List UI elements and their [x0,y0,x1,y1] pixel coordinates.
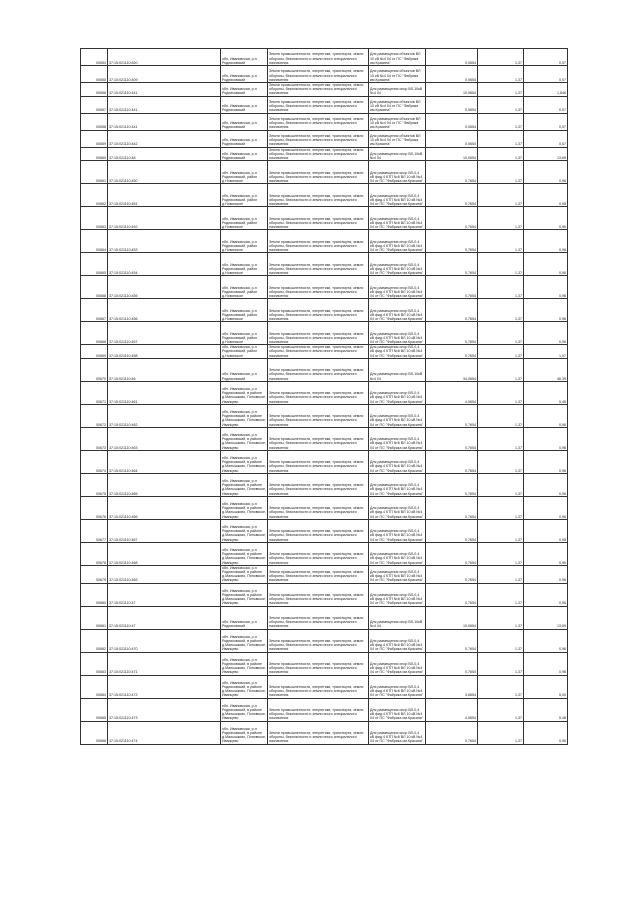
price-cell: 1,37 [478,130,524,147]
area-cell: 0,7654 [426,450,478,473]
table-row [81,230,568,253]
cadastral-number-cell: 37:15:021110:456 [108,299,221,322]
purpose-cell: Для размещения объектов ВЛ 10 кВ №4 04 от ПС "Фабрика им.Красина" [369,96,426,113]
cadastral-number-cell: 37:15:021110:472 [108,675,221,698]
area-cell: 0,7654 [426,230,478,253]
sum-cell: 5,00 [524,675,568,698]
price-cell: 1,37 [478,322,524,345]
land-category-cell: Земли промышленности, энергетики, транспорта, земли обороны, безопасности и земли иного специального назначения [268,113,369,130]
address-cell: обл. Ивановская, р-н Родниковский, в районе д.Малышково, Поповское, Иванцево [221,381,268,404]
address-cell: обл. Ивановская, р-н Родниковский, в районе д.Малышково, Поповское, Иванцево [221,675,268,698]
area-cell: 4,0654 [426,698,478,721]
price-cell: 1,37 [478,565,524,583]
table-row [81,427,568,450]
row-number-cell: 00666 [81,276,108,299]
land-category-cell: Земли промышленности, энергетики, транспорта, земли обороны, безопасности и земли иного специального назначения [268,404,369,427]
land-category-cell: Земли промышленности, энергетики, транспорта, земли обороны, безопасности и земли иного специального назначения [268,299,369,322]
sum-cell: 5,48 [524,698,568,721]
land-category-cell: Земли промышленности, энергетики, транспорта, земли обороны, безопасности и земли иного специального назначения [268,698,369,721]
land-category-cell: Земли промышленности, энергетики, транспорта, земли обороны, безопасности и земли иного специального назначения [268,519,369,542]
row-number-cell: 00677 [81,519,108,542]
land-category-cell: Земли промышленности, энергетики, транспорта, земли обороны, безопасности и земли иного специального назначения [268,147,369,161]
address-cell: обл. Ивановская, р-н Родниковский, район д.Новинское [221,207,268,230]
cadastral-number-cell: 37:15:021110:458 [108,345,221,359]
row-number-cell: 00665 [81,253,108,276]
address-cell: обл. Ивановская, р-н Родниковский, в районе д.Малышково, Поповское, Иванцево [221,698,268,721]
sum-cell: 0,96 [524,721,568,744]
area-cell: 0,7654 [426,207,478,230]
cadastral-number-cell: 37:15:021110:473 [108,698,221,721]
address-cell: обл. Ивановская, р-н Родниковский, в районе д.Малышково, Поповское, Иванцево [221,542,268,565]
price-cell: 1,37 [478,427,524,450]
sum-cell: 0,96 [524,184,568,207]
area-cell: 0,7654 [426,276,478,299]
address-cell: обл. Ивановская, р-н Родниковский, в районе д.Малышково, Поповское, Иванцево [221,583,268,606]
purpose-cell: Для размещения опор ВЛ-10кВ №4 04 [369,83,426,97]
address-cell: обл. Ивановская, р-н Родниковский [221,96,268,113]
price-cell: 1,37 [478,629,524,652]
address-cell: обл. Ивановская, р-н Родниковский, в районе д.Малышково, Поповское, Иванцево [221,404,268,427]
land-category-cell: Земли промышленности, энергетики, транспорта, земли обороны, безопасности и земли иного специального назначения [268,49,369,66]
table-row [81,66,568,83]
address-cell: обл. Ивановская, р-н Родниковский, район д.Новинское [221,276,268,299]
cadastral-number-cell: 37:15:021110:47 [108,606,221,629]
area-cell: 0,7654 [426,496,478,519]
area-cell: 0,7654 [426,473,478,496]
area-cell: 0,7654 [426,583,478,606]
price-cell: 1,37 [478,496,524,519]
table-row [81,147,568,161]
area-cell: 0,7654 [426,322,478,345]
row-number-cell: 00679 [81,565,108,583]
cadastral-number-cell: 37:15:021110:46 [108,358,221,381]
price-cell: 1,37 [478,83,524,97]
purpose-cell: Для размещения опор ВЛ-0,4 кВ фид.4 КТП №6 ВЛ 10 кВ №4 04 от ПС "Фабрика им.Красина" [369,184,426,207]
price-cell: 1,37 [478,345,524,359]
area-cell: 0,7654 [426,519,478,542]
row-number-cell: 00657 [81,96,108,113]
row-number-cell: 00668 [81,322,108,345]
table-row [81,698,568,721]
land-category-cell: Земли промышленности, энергетики, транспорта, земли обороны, безопасности и земли иного специального назначения [268,450,369,473]
row-number-cell: 00662 [81,184,108,207]
land-category-cell: Земли промышленности, энергетики, транспорта, земли обороны, безопасности и земли иного специального назначения [268,473,369,496]
address-cell: обл. Ивановская, р-н Родниковский, район д.Новинское [221,322,268,345]
price-cell: 1,37 [478,721,524,744]
cadastral-number-cell: 37:15:021110:441 [108,96,221,113]
cadastral-number-cell: 37:15:021110:48 [108,147,221,161]
price-cell: 1,37 [478,675,524,698]
cadastral-number-cell: 37:15:021110:461 [108,381,221,404]
land-category-cell: Земли промышленности, энергетики, транспорта, земли обороны, безопасности и земли иного специального назначения [268,66,369,83]
address-cell: обл. Ивановская, р-н Родниковский, в районе д.Малышково, Поповское, Иванцево [221,427,268,450]
table-row [81,450,568,473]
cadastral-number-cell: 37:15:021110:454 [108,253,221,276]
price-cell: 1,37 [478,358,524,381]
row-number-cell: 00661 [81,161,108,184]
address-cell: обл. Ивановская, р-н Родниковский [221,130,268,147]
price-cell: 1,37 [478,147,524,161]
area-cell: 0,7654 [426,542,478,565]
address-cell: обл. Ивановская, р-н Родниковский, в районе д.Малышково, Поповское, Иванцево [221,652,268,675]
sum-cell: 0,96 [524,519,568,542]
land-category-cell: Земли промышленности, энергетики, транспорта, земли обороны, безопасности и земли иного специального назначения [268,721,369,744]
sum-cell: 0,96 [524,276,568,299]
cadastral-number-cell: 37:15:021110:453 [108,230,221,253]
row-number-cell: 00659 [81,130,108,147]
table-row [81,253,568,276]
area-cell: 0,7654 [426,184,478,207]
table-row [81,519,568,542]
cadastral-number-cell: 37:15:021110:463 [108,427,221,450]
price-cell: 1,37 [478,49,524,66]
cadastral-number-cell: 37:15:021110:455 [108,276,221,299]
price-cell: 1,37 [478,542,524,565]
sum-cell: 0,96 [524,583,568,606]
purpose-cell: Для размещения объектов ВЛ 10 кВ №4 04 от ПС "Фабрика им.Красина" [369,49,426,66]
table-row [81,542,568,565]
land-category-cell: Земли промышленности, энергетики, транспорта, земли обороны, безопасности и земли иного специального назначения [268,629,369,652]
row-number-cell: 00682 [81,629,108,652]
purpose-cell: Для размещения опор ВЛ-0,4 кВ фид.4 КТП №6 ВЛ 10 кВ №4 04 от ПС "Фабрика им.Красина" [369,381,426,404]
row-number-cell: 00684 [81,675,108,698]
purpose-cell: Для размещения объектов ВЛ 10 кВ №4 04 от ПС "Фабрика им.Красина" [369,130,426,147]
purpose-cell: Для размещения опор ВЛ-0,4 кВ фид.4 КТП №6 ВЛ 10 кВ №4 04 от ПС "Фабрика им.Красина" [369,299,426,322]
table-row [81,381,568,404]
row-number-cell: 00678 [81,542,108,565]
address-cell: обл. Ивановская, р-н Родниковский, в районе д.Малышково, Поповское, Иванцево [221,519,268,542]
row-number-cell: 00656 [81,83,108,97]
area-cell: 0,7654 [426,404,478,427]
purpose-cell: Для размещения опор ВЛ-0,4 кВ фид.4 КТП №6 ВЛ 10 кВ №4 04 от ПС "Фабрика им.Красина" [369,427,426,450]
table-row [81,721,568,744]
price-cell: 1,37 [478,207,524,230]
table-row [81,496,568,519]
price-cell: 1,37 [478,652,524,675]
cadastral-number-cell: 37:15:021110:468 [108,542,221,565]
address-cell: обл. Ивановская, р-н Родниковский [221,606,268,629]
purpose-cell: Для размещения опор ВЛ-0,4 кВ фид.4 КТП №6 ВЛ 10 кВ №4 04 от ПС "Фабрика им.Красина" [369,698,426,721]
table-row [81,161,568,184]
sum-cell: 46,39 [524,358,568,381]
table-row [81,276,568,299]
area-cell: 0,7654 [426,345,478,359]
purpose-cell: Для размещения опор ВЛ-10кВ №4 04 [369,358,426,381]
purpose-cell: Для размещения опор ВЛ-0,4 кВ фид.4 КТП №6 ВЛ 10 кВ №4 04 от ПС "Фабрика им.Красина" [369,629,426,652]
cadastral-number-cell: 37:15:021110:441 [108,83,221,97]
area-cell: 0,0654 [426,113,478,130]
address-cell: обл. Ивановская, р-н Родниковский [221,83,268,97]
price-cell: 1,37 [478,450,524,473]
address-cell: обл. Ивановская, р-н Родниковский, район д.Новинское [221,345,268,359]
address-cell: обл. Ивановская, р-н Родниковский [221,358,268,381]
row-number-cell: 00673 [81,427,108,450]
row-number-cell: 00672 [81,404,108,427]
table-row [81,113,568,130]
sum-cell: 0,07 [524,130,568,147]
land-category-cell: Земли промышленности, энергетики, транспорта, земли обороны, безопасности и земли иного специального назначения [268,161,369,184]
cadastral-number-cell: 37:15:021110:474 [108,721,221,744]
cadastral-number-cell: 37:15:021110:457 [108,322,221,345]
table-row [81,83,568,97]
price-cell: 1,37 [478,276,524,299]
sum-cell: 0,96 [524,565,568,583]
row-number-cell: 00663 [81,207,108,230]
purpose-cell: Для размещения опор ВЛ-0,4 кВ фид.4 КТП №6 ВЛ 10 кВ №4 04 от ПС "Фабрика им.Красина" [369,253,426,276]
purpose-cell: Для размещения опор ВЛ-0,4 кВ фид.4 КТП №6 ВЛ 10 кВ №4 04 от ПС "Фабрика им.Красина" [369,276,426,299]
row-number-cell: 00685 [81,698,108,721]
address-cell: обл. Ивановская, р-н Родниковский, район д.Новинское [221,253,268,276]
address-cell: обл. Ивановская, р-н Родниковский, в районе д.Малышково, Поповское, Иванцево [221,496,268,519]
price-cell: 1,37 [478,473,524,496]
cadastral-number-cell: 37:15:021110:467 [108,519,221,542]
sum-cell: 0,96 [524,473,568,496]
row-number-cell: 00683 [81,652,108,675]
land-category-cell: Земли промышленности, энергетики, транспорта, земли обороны, безопасности и земли иного специального назначения [268,358,369,381]
cadastral-number-cell: 37:15:021110:471 [108,652,221,675]
purpose-cell: Для размещения опор ВЛ-0,4 кВ фид.4 КТП №6 ВЛ 10 кВ №4 04 от ПС "Фабрика им.Красина" [369,583,426,606]
row-number-cell: 00676 [81,496,108,519]
purpose-cell: Для размещения объектов ВЛ 10 кВ №4 04 от ПС "Фабрика им.Красина" [369,113,426,130]
land-category-cell: Земли промышленности, энергетики, транспорта, земли обороны, безопасности и земли иного специального назначения [268,207,369,230]
cadastral-number-cell: 37:15:021110:462 [108,404,221,427]
price-cell: 1,37 [478,404,524,427]
area-cell: 0,7654 [426,253,478,276]
cadastral-number-cell: 37:15:021110:469 [108,565,221,583]
row-number-cell: 00680 [81,583,108,606]
land-category-cell: Земли промышленности, энергетики, транспорта, земли обороны, безопасности и земли иного специального назначения [268,276,369,299]
area-cell: 0,7654 [426,721,478,744]
address-cell: обл. Ивановская, р-н Родниковский, в районе д.Малышково, Поповское, Иванцево [221,450,268,473]
price-cell: 1,37 [478,299,524,322]
address-cell: обл. Ивановская, р-н Родниковский, в районе д.Малышково, Поповское, Иванцево [221,629,268,652]
sum-cell: 13,69 [524,147,568,161]
table-row [81,606,568,629]
purpose-cell: Для размещения опор ВЛ-0,4 кВ фид.4 КТП №6 ВЛ 10 кВ №4 04 от ПС "Фабрика им.Красина" [369,322,426,345]
table-row [81,565,568,583]
cadastral-number-cell: 37:15:021110:450 [108,161,221,184]
sum-cell: 0,07 [524,66,568,83]
area-cell: 0,0654 [426,49,478,66]
sum-cell: 0,96 [524,450,568,473]
row-number-cell: 00669 [81,345,108,359]
purpose-cell: Для размещения опор ВЛ-0,4 кВ фид.4 КТП №6 ВЛ 10 кВ №4 04 от ПС "Фабрика им.Красина" [369,450,426,473]
cadastral-number-cell: 37:15:021110:409 [108,66,221,83]
sum-cell: 0,96 [524,299,568,322]
table-row [81,675,568,698]
purpose-cell: Для размещения опор ВЛ-0,4 кВ фид.4 КТП №6 ВЛ 10 кВ №4 04 от ПС "Фабрика им.Красина" [369,542,426,565]
land-category-cell: Земли промышленности, энергетики, транспорта, земли обороны, безопасности и земли иного специального назначения [268,427,369,450]
row-number-cell: 00658 [81,113,108,130]
cadastral-number-cell: 37:15:021110:451 [108,184,221,207]
price-cell: 1,37 [478,698,524,721]
address-cell: обл. Ивановская, р-н Родниковский, в районе д.Малышково, Поповское, Иванцево [222,565,266,583]
cadastral-number-cell: 37:15:021110:470 [108,629,221,652]
area-cell: 0,7654 [426,652,478,675]
cadastral-number-cell: 37:15:021110:452 [108,207,221,230]
land-category-cell: Земли промышленности, энергетики, транспорта, земли обороны, безопасности и земли иного специального назначения [268,583,369,606]
land-category-cell: Земли промышленности, энергетики, транспорта, земли обороны, безопасности и земли иного специального назначения [268,130,369,147]
cadastral-number-cell: 37:15:021110:465 [108,473,221,496]
sum-cell: 0,96 [524,207,568,230]
price-cell: 1,37 [478,161,524,184]
land-category-cell: Земли промышленности, энергетики, транспорта, земли обороны, безопасности и земли иного специального назначения [268,542,369,565]
sum-cell: 0,96 [524,542,568,565]
cadastral-number-cell: 37:15:021110:441 [108,113,221,130]
sum-cell: 5,48 [524,381,568,404]
table-row [81,583,568,606]
area-cell: 10,9654 [426,83,478,97]
sum-cell: 0,07 [524,49,568,66]
purpose-cell: Для размещения опор ВЛ-0,4 кВ фид.4 КТП №6 ВЛ 10 кВ №4 04 от ПС "Фабрика им.Красина" [369,207,426,230]
area-cell: 34,0654 [426,358,478,381]
land-category-cell: Земли промышленности, энергетики, транспорта, земли обороны, безопасности и земли иного специального назначения [268,322,369,345]
purpose-cell: Для размещения опор ВЛ-10кВ №4 04 [369,147,426,161]
purpose-cell: Для размещения опор ВЛ-10кВ №4 04 [369,606,426,629]
price-cell: 1,37 [478,96,524,113]
purpose-cell: Для размещения опор ВЛ-0,4 кВ фид.4 КТП №6 ВЛ 10 кВ №4 04 от ПС "Фабрика им.Красина" [369,675,426,698]
area-cell: 0,7654 [426,299,478,322]
address-cell: обл. Ивановская, р-н Родниковский [221,113,268,130]
price-cell: 1,37 [478,230,524,253]
sum-cell: 0,96 [524,253,568,276]
sum-cell: 0,07 [524,96,568,113]
sum-cell: 0,07 [524,113,568,130]
sum-cell: 1,07 [524,345,568,359]
land-category-cell: Земли промышленности, энергетики, транспорта, земли обороны, безопасности и земли иного специального назначения [268,96,369,113]
sum-cell: 0,96 [524,230,568,253]
land-category-cell: Земли промышленности, энергетики, транспорта, земли обороны, безопасности и земли иного специального назначения [268,345,369,359]
table-row [81,96,568,113]
area-cell: 0,0654 [426,130,478,147]
cadastral-number-cell: 37:15:021110:466 [108,496,221,519]
purpose-cell: Для размещения опор ВЛ-0,4 кВ фид.4 КТП №6 ВЛ 10 кВ №4 04 от ПС "Фабрика им.Красина" [369,345,426,359]
row-number-cell: 00660 [81,147,108,161]
sum-cell: 13,69 [524,606,568,629]
table-row [81,345,568,359]
table-row [81,49,568,66]
price-cell: 1,37 [478,606,524,629]
area-cell: 3,6654 [426,675,478,698]
area-cell: 0,7654 [426,565,478,583]
row-number-cell: 00664 [81,230,108,253]
purpose-cell: Для размещения опор ВЛ-0,4 кВ фид.4 КТП №6 ВЛ 10 кВ №4 04 от ПС "Фабрика им.Красина" [369,496,426,519]
table-row [81,322,568,345]
row-number-cell: 00671 [81,381,108,404]
land-category-cell: Земли промышленности, энергетики, транспорта, земли обороны, безопасности и земли иного специального назначения [268,565,369,583]
price-cell: 1,37 [478,66,524,83]
price-cell: 1,37 [478,583,524,606]
address-cell: обл. Ивановская, р-н Родниковский, в районе д.Малышково, Поповское, Иванцево [221,473,268,496]
land-plots-table [80,48,568,745]
purpose-cell: Для размещения опор ВЛ-0,4 кВ фид.4 КТП №6 ВЛ 10 кВ №4 04 от ПС "Фабрика им.Красина" [369,473,426,496]
table-row [81,207,568,230]
cadastral-number-cell: 37:15:021110:820 [108,49,221,66]
land-category-cell: Земли промышленности, энергетики, транспорта, земли обороны, безопасности и земли иного специального назначения [268,184,369,207]
address-cell: обл. Ивановская, р-н Родниковский, район д.Новинское [221,161,268,184]
land-category-cell: Земли промышленности, энергетики, транспорта, земли обороны, безопасности и земли иного специального назначения [268,83,369,97]
purpose-cell: Для размещения опор ВЛ-0,4 кВ фид.4 КТП №6 ВЛ 10 кВ №4 04 от ПС "Фабрика им.Красина" [369,161,426,184]
row-number-cell: 00667 [81,299,108,322]
row-number-cell: 00674 [81,450,108,473]
row-number-cell: 00670 [81,358,108,381]
table-row [81,404,568,427]
row-number-cell: 00681 [81,606,108,629]
purpose-cell: Для размещения объектов ВЛ 10 кВ №4 04 от ПС "Фабрика им.Красина" [369,66,426,83]
table-row [81,299,568,322]
sum-cell: 0,96 [524,322,568,345]
land-category-cell: Земли промышленности, энергетики, транспорта, земли обороны, безопасности и земли иного специального назначения [268,675,369,698]
address-cell: обл. Ивановская, р-н Родниковский, район д.Новинское [221,230,268,253]
table-row [81,184,568,207]
area-cell: 0,7654 [426,161,478,184]
land-category-cell: Земли промышленности, энергетики, транспорта, земли обороны, безопасности и земли иного специального назначения [268,230,369,253]
address-cell: обл. Ивановская, р-н Родниковский, в районе д.Малышково, Поповское, Иванцево [221,721,268,744]
purpose-cell: Для размещения опор ВЛ-0,4 кВ фид.4 КТП №6 ВЛ 10 кВ №4 04 от ПС "Фабрика им.Красина" [369,519,426,542]
land-category-cell: Земли промышленности, энергетики, транспорта, земли обороны, безопасности и земли иного специального назначения [268,496,369,519]
area-cell: 0,7654 [426,629,478,652]
purpose-cell: Для размещения опор ВЛ-0,4 кВ фид.4 КТП №6 ВЛ 10 кВ №4 04 от ПС "Фабрика им.Красина" [369,652,426,675]
cadastral-number-cell: 37:15:021110:442 [108,130,221,147]
area-cell: 0,0654 [426,66,478,83]
row-number-cell: 00654 [81,49,108,66]
row-number-cell: 00686 [81,721,108,744]
land-category-cell: Земли промышленности, энергетики, транспорта, земли обороны, безопасности и земли иного специального назначения [268,381,369,404]
sum-cell: 0,96 [524,427,568,450]
area-cell: 0,7654 [426,427,478,450]
area-cell: 0,0654 [426,96,478,113]
address-cell: обл. Ивановская, р-н Родниковский [221,66,268,83]
price-cell: 1,37 [478,381,524,404]
sum-cell: 0,96 [524,652,568,675]
cadastral-number-cell: 37:15:021110:464 [108,450,221,473]
price-cell: 1,37 [478,519,524,542]
sum-cell: 0,96 [524,404,568,427]
purpose-cell: Для размещения опор ВЛ-0,4 кВ фид.4 КТП №6 ВЛ 10 кВ №4 04 от ПС "Фабрика им.Красина" [369,230,426,253]
land-category-cell: Земли промышленности, энергетики, транспорта, земли обороны, безопасности и земли иного специального назначения [268,253,369,276]
area-cell: 4,0654 [426,381,478,404]
purpose-cell: Для размещения опор ВЛ-0,4 кВ фид.4 КТП №6 ВЛ 10 кВ №4 04 от ПС "Фабрика им.Красина" [369,721,426,744]
purpose-cell: Для размещения опор ВЛ-0,4 кВ фид.4 КТП №6 ВЛ 10 кВ №4 04 от ПС "Фабрика им.Красина" [369,404,426,427]
address-cell: обл. Ивановская, р-н Родниковский, район д.Новинское [221,299,268,322]
sum-cell: 1,846 [524,83,568,97]
row-number-cell: 00675 [81,473,108,496]
purpose-cell: Для размещения опор ВЛ-0,4 кВ фид.4 КТП №6 ВЛ 10 кВ №4 04 от ПС "Фабрика им.Красина" [369,565,426,583]
address-cell: обл. Ивановская, р-н Родниковский [221,49,268,66]
sum-cell: 0,96 [524,496,568,519]
price-cell: 1,37 [478,113,524,130]
table-row [81,629,568,652]
sum-cell: 0,96 [524,629,568,652]
address-cell: обл. Ивановская, р-н Родниковский, район д.Новинское [221,184,268,207]
price-cell: 1,37 [478,184,524,207]
cadastral-number-cell: 37:15:021110:47 [108,583,221,606]
area-cell: 10,0654 [426,606,478,629]
table-row [81,652,568,675]
land-category-cell: Земли промышленности, энергетики, транспорта, земли обороны, безопасности и земли иного специального назначения [268,606,369,629]
table-row [81,358,568,381]
address-cell: обл. Ивановская, р-н Родниковский [221,147,268,161]
table-row [81,130,568,147]
sum-cell: 0,96 [524,161,568,184]
row-number-cell: 00655 [81,66,108,83]
land-category-cell: Земли промышленности, энергетики, транспорта, земли обороны, безопасности и земли иного специального назначения [268,652,369,675]
table-row [81,473,568,496]
area-cell: 10,0654 [426,147,478,161]
price-cell: 1,37 [478,253,524,276]
